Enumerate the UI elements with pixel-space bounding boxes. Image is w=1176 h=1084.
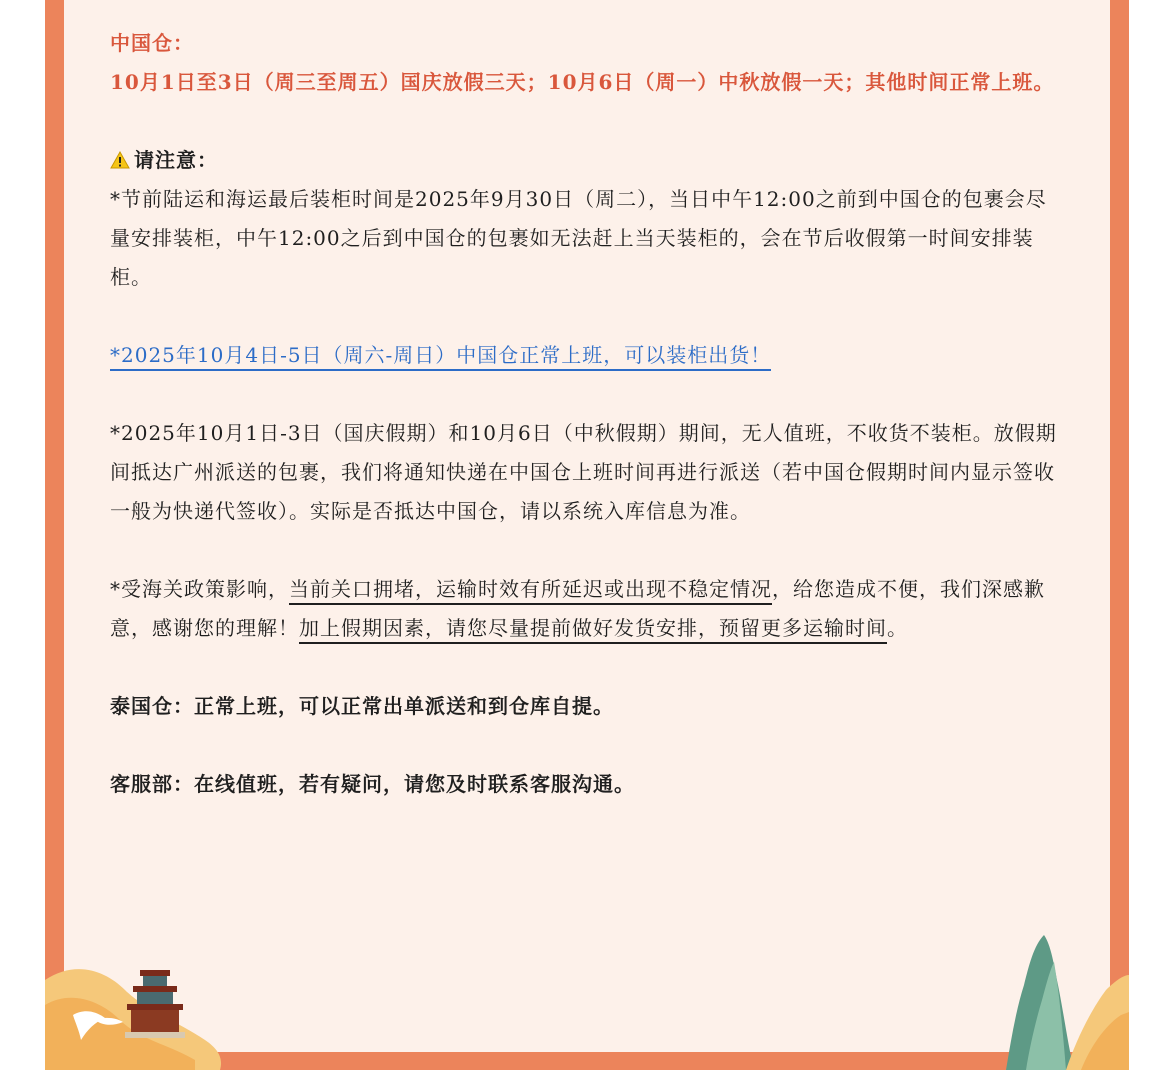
notice-content — [110, 24, 1065, 804]
mountain-decoration — [996, 930, 1129, 1070]
china-warehouse-heading: 中国仓： — [110, 31, 194, 55]
cutoff-paragraph: *节前陆运和海运最后装柜时间是2025年9月30日（周二），当日中午12:00之前到中国仓的包裹会尽量安排装柜，中午12:00之后到中国仓的包裹如无法赶上当天装柜的，会在节后收假第一时间安排装柜。 — [110, 187, 1047, 289]
customs-text-a: *受海关政策影响， — [110, 577, 289, 601]
china-holiday-schedule: 10月1日至3日（周三至周五）国庆放假三天；10月6日（周一）中秋放假一天；其他时间正常上班。 — [110, 70, 1055, 94]
notice-heading — [110, 141, 1065, 180]
customs-underline-1: 当前关口拥堵，运输时效有所延迟或出现不稳定情况 — [289, 577, 772, 605]
no-duty-paragraph: *2025年10月1日-3日（国庆假期）和10月6日（中秋假期）期间，无人值班，不收货不装柜。放假期间抵达广州派送的包裹，我们将通知快递在中国仓上班时间再进行派送（若中国仓假期时间内显示签收一般为快递代签收）。实际是否抵达中国仓，请以系统入库信息为准。 — [110, 421, 1057, 523]
customs-underline-2: 加上假期因素，请您尽量提前做好发货安排，预留更多运输时间 — [299, 616, 887, 644]
notice-label: 请注意： — [134, 148, 218, 172]
warning-icon — [110, 151, 130, 169]
open-days-highlight: *2025年10月4日-5日（周六-周日）中国仓正常上班，可以装柜出货！ — [110, 343, 771, 371]
cloud-temple-decoration — [45, 960, 225, 1070]
customer-service: 客服部：在线值班，若有疑问，请您及时联系客服沟通。 — [110, 772, 635, 796]
customs-text-c: ，给您造成不便，我们深感歉意，感谢您的理解！ — [110, 577, 1045, 640]
thailand-warehouse: 泰国仓：正常上班，可以正常出单派送和到仓库自提。 — [110, 694, 614, 718]
customs-text-e: 。 — [887, 616, 908, 640]
open-days-line — [110, 336, 1065, 375]
temple-icon — [125, 970, 185, 1038]
customs-paragraph — [110, 570, 1065, 648]
